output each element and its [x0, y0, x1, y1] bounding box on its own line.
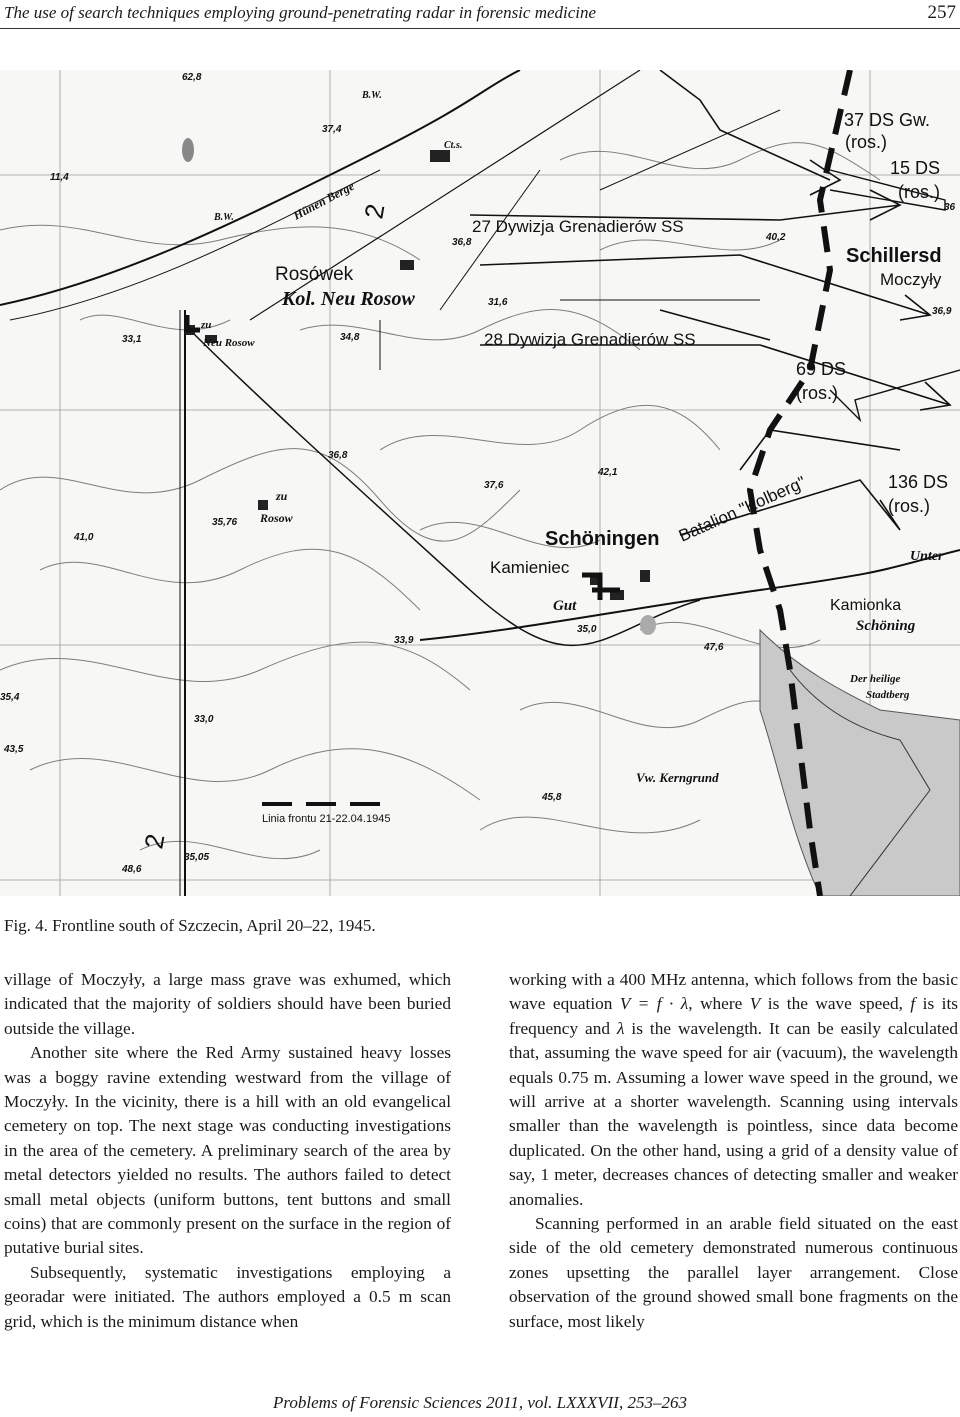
elevation-label: 48,6 [122, 864, 142, 875]
left-column [4, 968, 451, 1334]
label-unter: Unter [910, 549, 944, 564]
page-number: 257 [927, 2, 956, 23]
label-kamionka: Kamionka [830, 597, 902, 614]
road-number-2b: 2 [138, 831, 171, 852]
legend-text: Linia frontu 21-22.04.1945 [262, 813, 391, 825]
map-svg [0, 70, 960, 896]
label-69ds: 69 DS [796, 359, 847, 379]
label-bw1: B.W. [362, 90, 382, 101]
label-136ds: 136 DS [888, 472, 949, 492]
header-rule [0, 28, 960, 29]
page-footer: Problems of Forensic Sciences 2011, vol. LXXXVII, 253–263 [273, 1393, 687, 1412]
label-schoning: Schöning [856, 618, 916, 634]
elevation-label: 36,8 [452, 237, 472, 248]
elevation-label: 45,8 [542, 792, 562, 803]
figure-caption: Fig. 4. Frontline south of Szczecin, April 20–22, 1945. [4, 916, 376, 935]
road-number-2a: 2 [358, 201, 391, 222]
elevation-label: 41,0 [74, 532, 94, 543]
label-gut: Gut [553, 598, 577, 614]
elevation-label: 35,05 [184, 852, 210, 863]
label-kamieniec: Kamieniec [490, 558, 570, 577]
topographic-map [0, 70, 960, 896]
label-moczyly: Moczyły [880, 270, 942, 289]
forest-area [760, 630, 960, 896]
elevation-label: 11,4 [50, 172, 69, 183]
label-ros4: (ros.) [888, 496, 930, 516]
label-schoningen: Schöningen [545, 528, 660, 550]
elevation-label: 35,76 [212, 517, 238, 528]
elevation-label: 33,1 [122, 334, 142, 345]
text-span: is the wavelength. It can be easily calculated that, assuming the wave speed for air (vacuum), the wavelength equals 0.75 m. Assuming a lower wave speed in the ground, we will arrive at a shorter wavelength. Scanning using intervals smaller than the wavelength is pointless, since data become duplicated. On the other hand, using a grid of a density value of say, 1 meter, decreases chances of detecting smaller and weaker anomalies. [509, 1018, 958, 1209]
label-der-heilige: Der heilige [850, 673, 901, 685]
label-schillersdorf: Schillersd [846, 245, 942, 267]
label-rosowek: Rosówek [275, 264, 354, 285]
elevation-label: 43,5 [4, 744, 24, 755]
label-zu1: zu [201, 319, 212, 331]
label-batalion: Batalion "Kolberg" [675, 472, 809, 546]
elevation-label: 33,0 [194, 714, 214, 725]
symbol-v: V [749, 994, 761, 1014]
label-rosow2: Rosow [260, 511, 293, 525]
frontline [187, 70, 850, 896]
elevation-label: 40,2 [766, 232, 786, 243]
label-37ds: 37 DS Gw. [844, 110, 931, 130]
elevation-label: 42,1 [598, 467, 618, 478]
elevation-label: 36,9 [932, 306, 952, 317]
label-hunen-berge: Hünen Berge [290, 178, 357, 223]
elevation-label: 31,6 [488, 297, 508, 308]
label-div28: 28 Dywizja Grenadierów SS [484, 330, 696, 349]
label-15ds: 15 DS [890, 158, 941, 178]
left-paragraph-2: Another site where the Red Army sustained heavy losses was a boggy ravine extending westward from the village of Moczyły. In the vicinity, there is a hill with an old evangelical cemetery on top. The next stage was conducting investigations in the area of the cemetery. A preliminary search of the area by metal detectors yielded no results. The authors failed to detect small metal objects (uniform buttons, tent buttons and small coins) that are commonly present on the surface in the region of putative burial sites. [4, 1043, 451, 1258]
symbol-lambda: λ [616, 1018, 625, 1038]
elevation-label: 36 [944, 202, 956, 213]
page-header [0, 0, 960, 30]
label-zu2: zu [276, 489, 288, 503]
label-kol-neu-rosow: Kol. Neu Rosow [282, 288, 415, 310]
right-column [509, 968, 958, 1334]
elevation-label: 34,8 [340, 332, 360, 343]
text-span: working with a 400 MHz antenna, which follows from the basic wave equation [509, 970, 958, 1014]
elevation-label: 35,4 [0, 692, 20, 703]
right-paragraph-2: Scanning performed in an arable field situated on the east side of the old cemetery demonstrated numerous continuous zones upsetting the parallel layer arrangement. Close observation of the ground showed small bone fragments on the surface, most likely [509, 1214, 958, 1331]
symbol-f: f [910, 994, 916, 1014]
label-stadtberg: Stadtberg [866, 689, 910, 701]
right-paragraph-1 [509, 968, 958, 1212]
elevation-label: 35,0 [577, 624, 597, 635]
elevation-label: 36,8 [328, 450, 348, 461]
label-ros2: (ros.) [898, 182, 940, 202]
elevation-label: 37,4 [322, 124, 342, 135]
label-ros1: (ros.) [845, 132, 887, 152]
elevation-label: 33,9 [394, 635, 414, 646]
left-paragraph-1: village of Moczyły, a large mass grave was exhumed, which indicated that the majority of soldiers should have been buried outside the village. [4, 970, 451, 1038]
label-neu-rosow: Neu Rosow [203, 337, 255, 349]
text-span: is the wave speed, [760, 994, 911, 1014]
left-paragraph-3: Subsequently, systematic investigations employing a georadar were initiated. The authors employed a 0.5 m scan grid, which is the minimum distance when [4, 1262, 451, 1331]
label-cts: Ct.s. [444, 140, 463, 151]
text-span: , where [688, 994, 750, 1014]
elevation-label: 62,8 [182, 72, 202, 83]
elevation-label: 47,6 [704, 642, 724, 653]
wave-equation: V = f · λ [619, 994, 689, 1014]
label-kerngrund: Vw. Kerngrund [636, 770, 719, 785]
label-div27: 27 Dywizja Grenadierów SS [472, 217, 684, 236]
label-ros3: (ros.) [796, 383, 838, 403]
running-title: The use of search techniques employing ground-penetrating radar in forensic medicine [4, 3, 597, 22]
text-span: is its frequency and [509, 994, 959, 1038]
label-bw2: B.W. [214, 212, 234, 223]
elevation-label: 37,6 [484, 480, 504, 491]
